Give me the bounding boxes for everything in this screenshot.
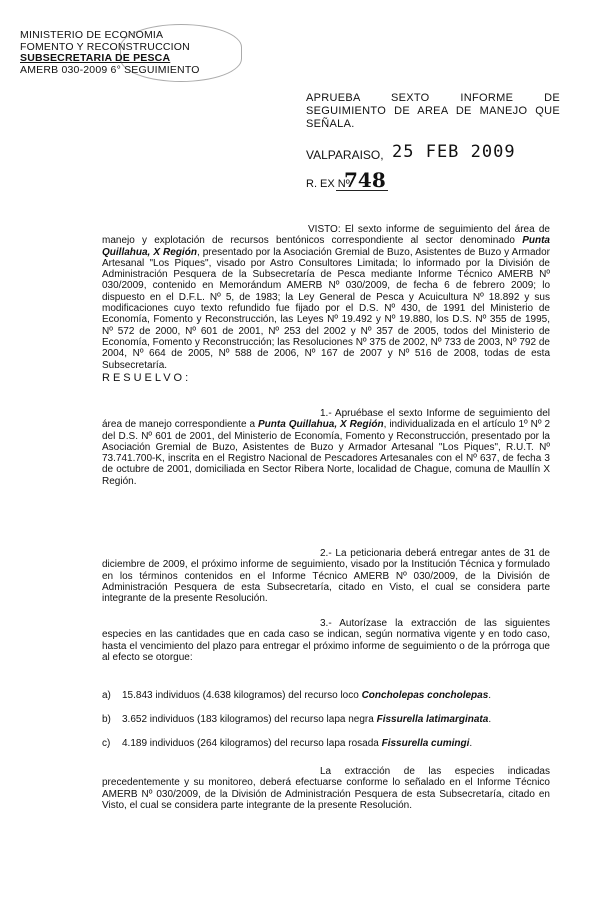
subject-text: APRUEBA SEXTO INFORME DE SEGUIMIENTO DE AREA DE MANEJO QUE SEÑALA. xyxy=(306,92,560,130)
item-b-species: Fissurella latimarginata xyxy=(376,714,489,725)
header-line-2: FOMENTO Y RECONSTRUCCION xyxy=(20,40,190,53)
visto-text-1: VISTO: El sexto informe de seguimiento del área de manejo y explotación de recursos bentónicos correspondiente al sector denominado xyxy=(102,224,550,247)
item-c-text: 4.189 individuos (264 kilogramos) del recurso lapa rosada xyxy=(122,738,379,749)
article-1-sector: Punta Quillahua, X Región xyxy=(258,419,384,431)
species-item-b: b) 3.652 individuos (183 kilogramos) del recurso lapa negra Fissurella latimarginata. xyxy=(102,714,492,725)
item-a-text: 15.843 individuos (4.638 kilogramos) del recurso loco xyxy=(122,690,359,701)
header-line-4: AMERB 030-2009 6° SEGUIMIENTO xyxy=(20,63,200,76)
item-b-label: b) xyxy=(102,714,111,725)
header-line-3: SUBSECRETARIA DE PESCA xyxy=(20,52,171,64)
article-1-text-b: , individualizada en el artículo 1º Nº 2 del D.S. Nº 601 de 2001, del Ministerio de Economía, Fomento y Reconstrucción, presentado por la Asociación Gremial de Buzo, Asistentes de Buzo y Armador Artesanal "Los Piques", R.U.T. Nº 73.741.700-K, inscrita en el Registro Nacional de Pescadores Artesanales con el Nº 637, de fecha 3 de octubre de 2001, domiciliada en Sector Ribera Norte, localidad de Chaguе, comuna de Maullín X Región. xyxy=(102,419,551,487)
item-a-species: Concholepas concholepas xyxy=(361,690,489,701)
species-item-a: a) 15.843 individuos (4.638 kilogramos) del recurso loco Concholepas concholepas. xyxy=(102,690,492,701)
species-item-c: c) 4.189 individuos (264 kilogramos) del recurso lapa rosada Fissurella cumingi. xyxy=(102,738,473,749)
visto-text-2: , presentado por la Asociación Gremial de Buzo, Asistentes de Buzo y Armador Artesanal "Los Piques", visado por Astro Consultores Limitada; lo informado por la División de Administración Pesquera de la Subsecretaría de Pesca mediante Informe Técnico AMERB Nº 030/2009, contenido en Memorándum AMERB Nº 030/2009, de fecha 6 de febrero 2009; lo dispuesto en el D.F.L. Nº 5, de 1983; la Ley General de Pesca y Acuicultura Nº 18.892 y sus modificaciones cuyo texto refundido fue fijado por el D.S. Nº 430, de 1991 del Ministerio de Economía, Fomento y Reconstrucción, las Leyes Nº 19.492 y Nº 19.880, los D.S. Nº 355 de 1995, Nº 572 de 2000, Nº 601 de 2001, Nº 253 del 2002 y Nº 357 de 2005, todos del Ministerio de Economía, Fomento y Reconstrucción; las Resoluciones Nº 375 de 2002, Nº 733 de 2003, Nº 792 de 2004, Nº 664 de 2005, Nº 588 de 2006, Nº 167 de 2007 y Nº 516 de 2008, todas de esta Subsecretaría. xyxy=(102,246,550,371)
article-3: 3.- Autorízase la extracción de las siguientes especies en las cantidades que en cada caso se indican, según normativa vigente y en todo caso, hasta el vencimiento del plazo para entregar el próximo informe de seguimiento o de la prórroga que al efecto se otorgue: xyxy=(102,618,550,663)
visto-sector: Punta Quillahua, X Región xyxy=(102,235,550,258)
item-c-label: c) xyxy=(102,738,111,749)
article-1-text-a: 1.- Apruébase el sexto Informe de seguimiento del área de manejo correspondiente a xyxy=(102,408,550,431)
item-a-label: a) xyxy=(102,690,111,701)
date-stamp: 25 FEB 2009 xyxy=(392,142,516,162)
seal-stamp xyxy=(120,24,242,82)
resuelvo-heading: RESUELVO: xyxy=(102,372,192,384)
article-1 xyxy=(102,408,550,487)
closing-paragraph: La extracción de las especies indicadas precedentemente y su monitoreo, deberá efectuarse conforme lo señalado en el Informe Técnico AMERB Nº 030/2009, de la División de Administración Pesquera de esta Subsecretaría, citado en Visto, el cual se considera parte integrante de la presente Resolución. xyxy=(102,766,550,811)
place-label: VALPARAISO, xyxy=(306,148,384,162)
item-c-species: Fissurella cumingi xyxy=(381,738,470,749)
item-b-text: 3.652 individuos (183 kilogramos) del recurso lapa negra xyxy=(122,714,374,725)
header-line-1: MINISTERIO DE ECONOMIA xyxy=(20,29,164,41)
visto-paragraph xyxy=(102,224,550,371)
article-2: 2.- La peticionaria deberá entregar antes de 31 de diciembre de 2009, el próximo informe de seguimiento, visado por la Institución Técnica y formulado en los términos contenidos en el Informe Técnico AMERB Nº 030/2009, de la División de Administración Pesquera de esta Subsecretaría, citado en Visto, el cual se considera parte integrante de la presente Resolución. xyxy=(102,548,550,605)
rex-label: R. EX Nº xyxy=(306,178,350,190)
rex-number: 748 xyxy=(344,168,386,192)
